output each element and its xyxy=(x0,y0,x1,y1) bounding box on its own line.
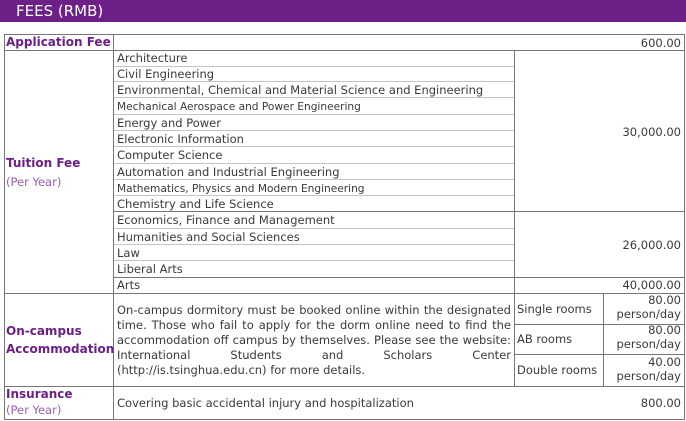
room-type-single: Single rooms xyxy=(517,302,592,316)
major-automation: Automation and Industrial Engineering xyxy=(117,165,340,179)
room-unit-single: person/day xyxy=(616,307,681,321)
major-computer-science: Computer Science xyxy=(117,148,223,162)
accommodation-description: On-campus dormitory must be booked online within the designated time. Those who fail to apply for the dorm online need to find the accommodation off campus by themselves. Please see the website: International Students and Scholars Center (http://is.tsinghua.edu.cn) for more details. xyxy=(117,303,511,377)
major-arts: Arts xyxy=(117,278,141,292)
tuition-amount-group-2: 26,000.00 xyxy=(622,238,681,252)
fees-title: FEES (RMB) xyxy=(16,2,104,20)
room-price-double: 40.00 xyxy=(648,355,681,369)
insurance-label: Insurance xyxy=(6,387,73,401)
major-humanities: Humanities and Social Sciences xyxy=(117,230,300,244)
tuition-amount-group-3: 40,000.00 xyxy=(622,278,681,292)
major-environmental: Environmental, Chemical and Material Science and Engineering xyxy=(117,83,484,97)
major-law: Law xyxy=(117,246,140,260)
major-mechanical: Mechanical Aerospace and Power Engineering xyxy=(117,101,361,113)
fees-header xyxy=(0,0,686,22)
application-fee-label: Application Fee xyxy=(6,35,111,49)
major-civil-engineering: Civil Engineering xyxy=(117,67,215,81)
accommodation-label-line1: On-campus xyxy=(6,324,82,338)
room-type-ab: AB rooms xyxy=(517,332,573,346)
room-price-single: 80.00 xyxy=(648,293,681,307)
major-energy: Energy and Power xyxy=(117,116,221,130)
tuition-amount-group-1: 30,000.00 xyxy=(622,125,681,139)
major-architecture: Architecture xyxy=(117,51,188,65)
tuition-fee-sublabel: (Per Year) xyxy=(6,175,62,189)
major-liberal-arts: Liberal Arts xyxy=(117,262,183,276)
major-electronic: Electronic Information xyxy=(117,132,244,146)
insurance-sublabel: (Per Year) xyxy=(6,403,62,417)
accommodation-label-line2: Accommodation xyxy=(6,342,115,356)
room-price-ab: 80.00 xyxy=(648,323,681,337)
insurance-description: Covering basic accidental injury and hospitalization xyxy=(117,396,414,410)
tuition-fee-label: Tuition Fee xyxy=(6,156,81,170)
major-economics: Economics, Finance and Management xyxy=(117,213,335,227)
application-fee-amount: 600.00 xyxy=(640,36,681,50)
insurance-amount: 800.00 xyxy=(640,396,681,410)
major-chemistry: Chemistry and Life Science xyxy=(117,197,274,211)
room-unit-double: person/day xyxy=(616,369,681,383)
major-mathematics: Mathematics, Physics and Modern Engineering xyxy=(117,183,365,195)
room-unit-ab: person/day xyxy=(616,337,681,351)
room-type-double: Double rooms xyxy=(517,363,598,377)
